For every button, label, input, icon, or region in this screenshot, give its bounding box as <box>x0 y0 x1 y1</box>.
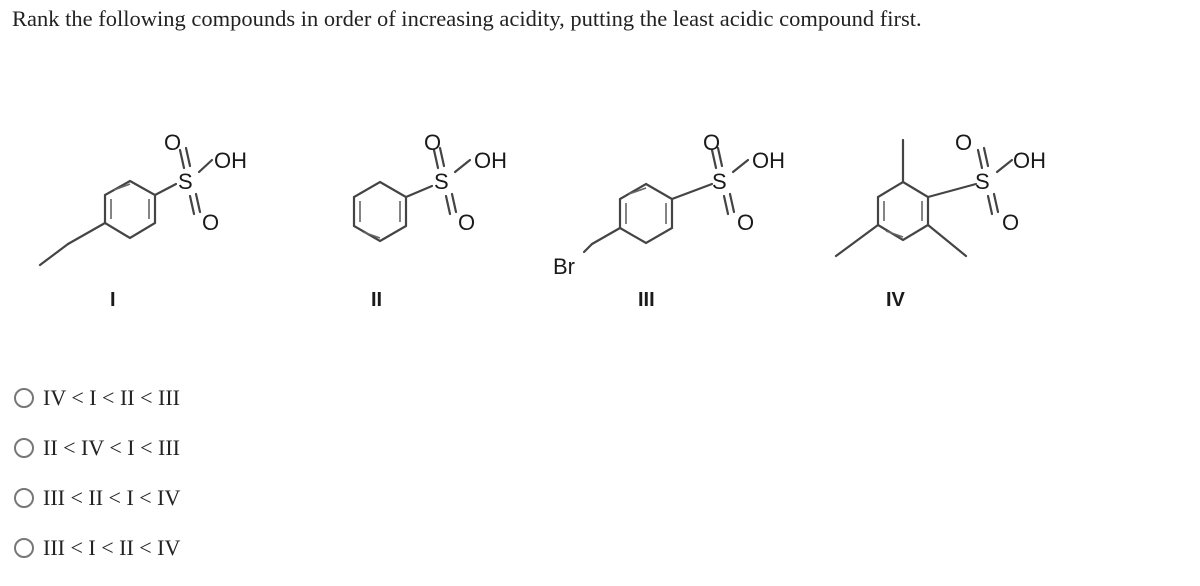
compound-iv-atom-oh: OH <box>1013 148 1046 173</box>
compound-ii <box>354 130 507 311</box>
compound-i-atom-oh: OH <box>214 148 247 173</box>
compound-ii-atom-s: S <box>434 169 449 194</box>
compound-iii-structure <box>584 148 748 252</box>
compound-i-numeral: I <box>110 289 116 311</box>
answer-option-2[interactable] <box>14 435 180 461</box>
compound-i-structure <box>40 148 212 265</box>
compound-ii-atom-o-bottom: O <box>458 210 476 235</box>
radio-button-3[interactable] <box>14 488 34 508</box>
radio-button-4[interactable] <box>14 538 34 558</box>
compound-ii-atom-oh: OH <box>474 148 507 173</box>
compound-iii-atom-br: Br <box>553 254 575 279</box>
question-text: Rank the following compounds in order of increasing acidity, putting the least acidic compound first. <box>12 6 922 31</box>
answer-option-3-label: III < II < I < IV <box>43 485 181 510</box>
radio-button-1[interactable] <box>14 388 34 408</box>
compound-iv-atom-o-top: O <box>955 130 973 155</box>
compound-iv-atom-s: S <box>975 169 990 194</box>
answer-option-4[interactable] <box>14 535 180 561</box>
answer-option-3[interactable] <box>14 485 180 511</box>
compound-i-atom-o-bottom: O <box>202 210 220 235</box>
compound-iii-numeral: III <box>638 289 655 311</box>
answer-options <box>14 385 180 585</box>
compound-iv-atom-o-bottom: O <box>1002 210 1020 235</box>
compound-iv-structure <box>836 140 1012 256</box>
compound-iii-atom-oh: OH <box>752 148 785 173</box>
compound-iv <box>836 130 1046 311</box>
compound-iii-atom-o-top: O <box>703 130 721 155</box>
answer-option-1-label: IV < I < II < III <box>43 385 180 410</box>
compound-i <box>40 130 247 311</box>
compound-ii-atom-o-top: O <box>424 130 442 155</box>
compound-iii-atom-o-bottom: O <box>737 210 755 235</box>
compound-iii-atom-s: S <box>712 169 727 194</box>
compound-i-atom-s: S <box>178 169 193 194</box>
compound-i-atom-o-top: O <box>164 130 182 155</box>
compound-iii <box>553 130 785 311</box>
answer-option-4-label: III < I < II < IV <box>43 535 181 560</box>
compound-ii-structure <box>354 148 470 241</box>
radio-button-2[interactable] <box>14 438 34 458</box>
answer-option-2-label: II < IV < I < III <box>43 435 180 460</box>
compound-iv-numeral: IV <box>886 289 905 311</box>
answer-option-1[interactable] <box>14 385 180 411</box>
compound-ii-numeral: II <box>371 289 383 311</box>
